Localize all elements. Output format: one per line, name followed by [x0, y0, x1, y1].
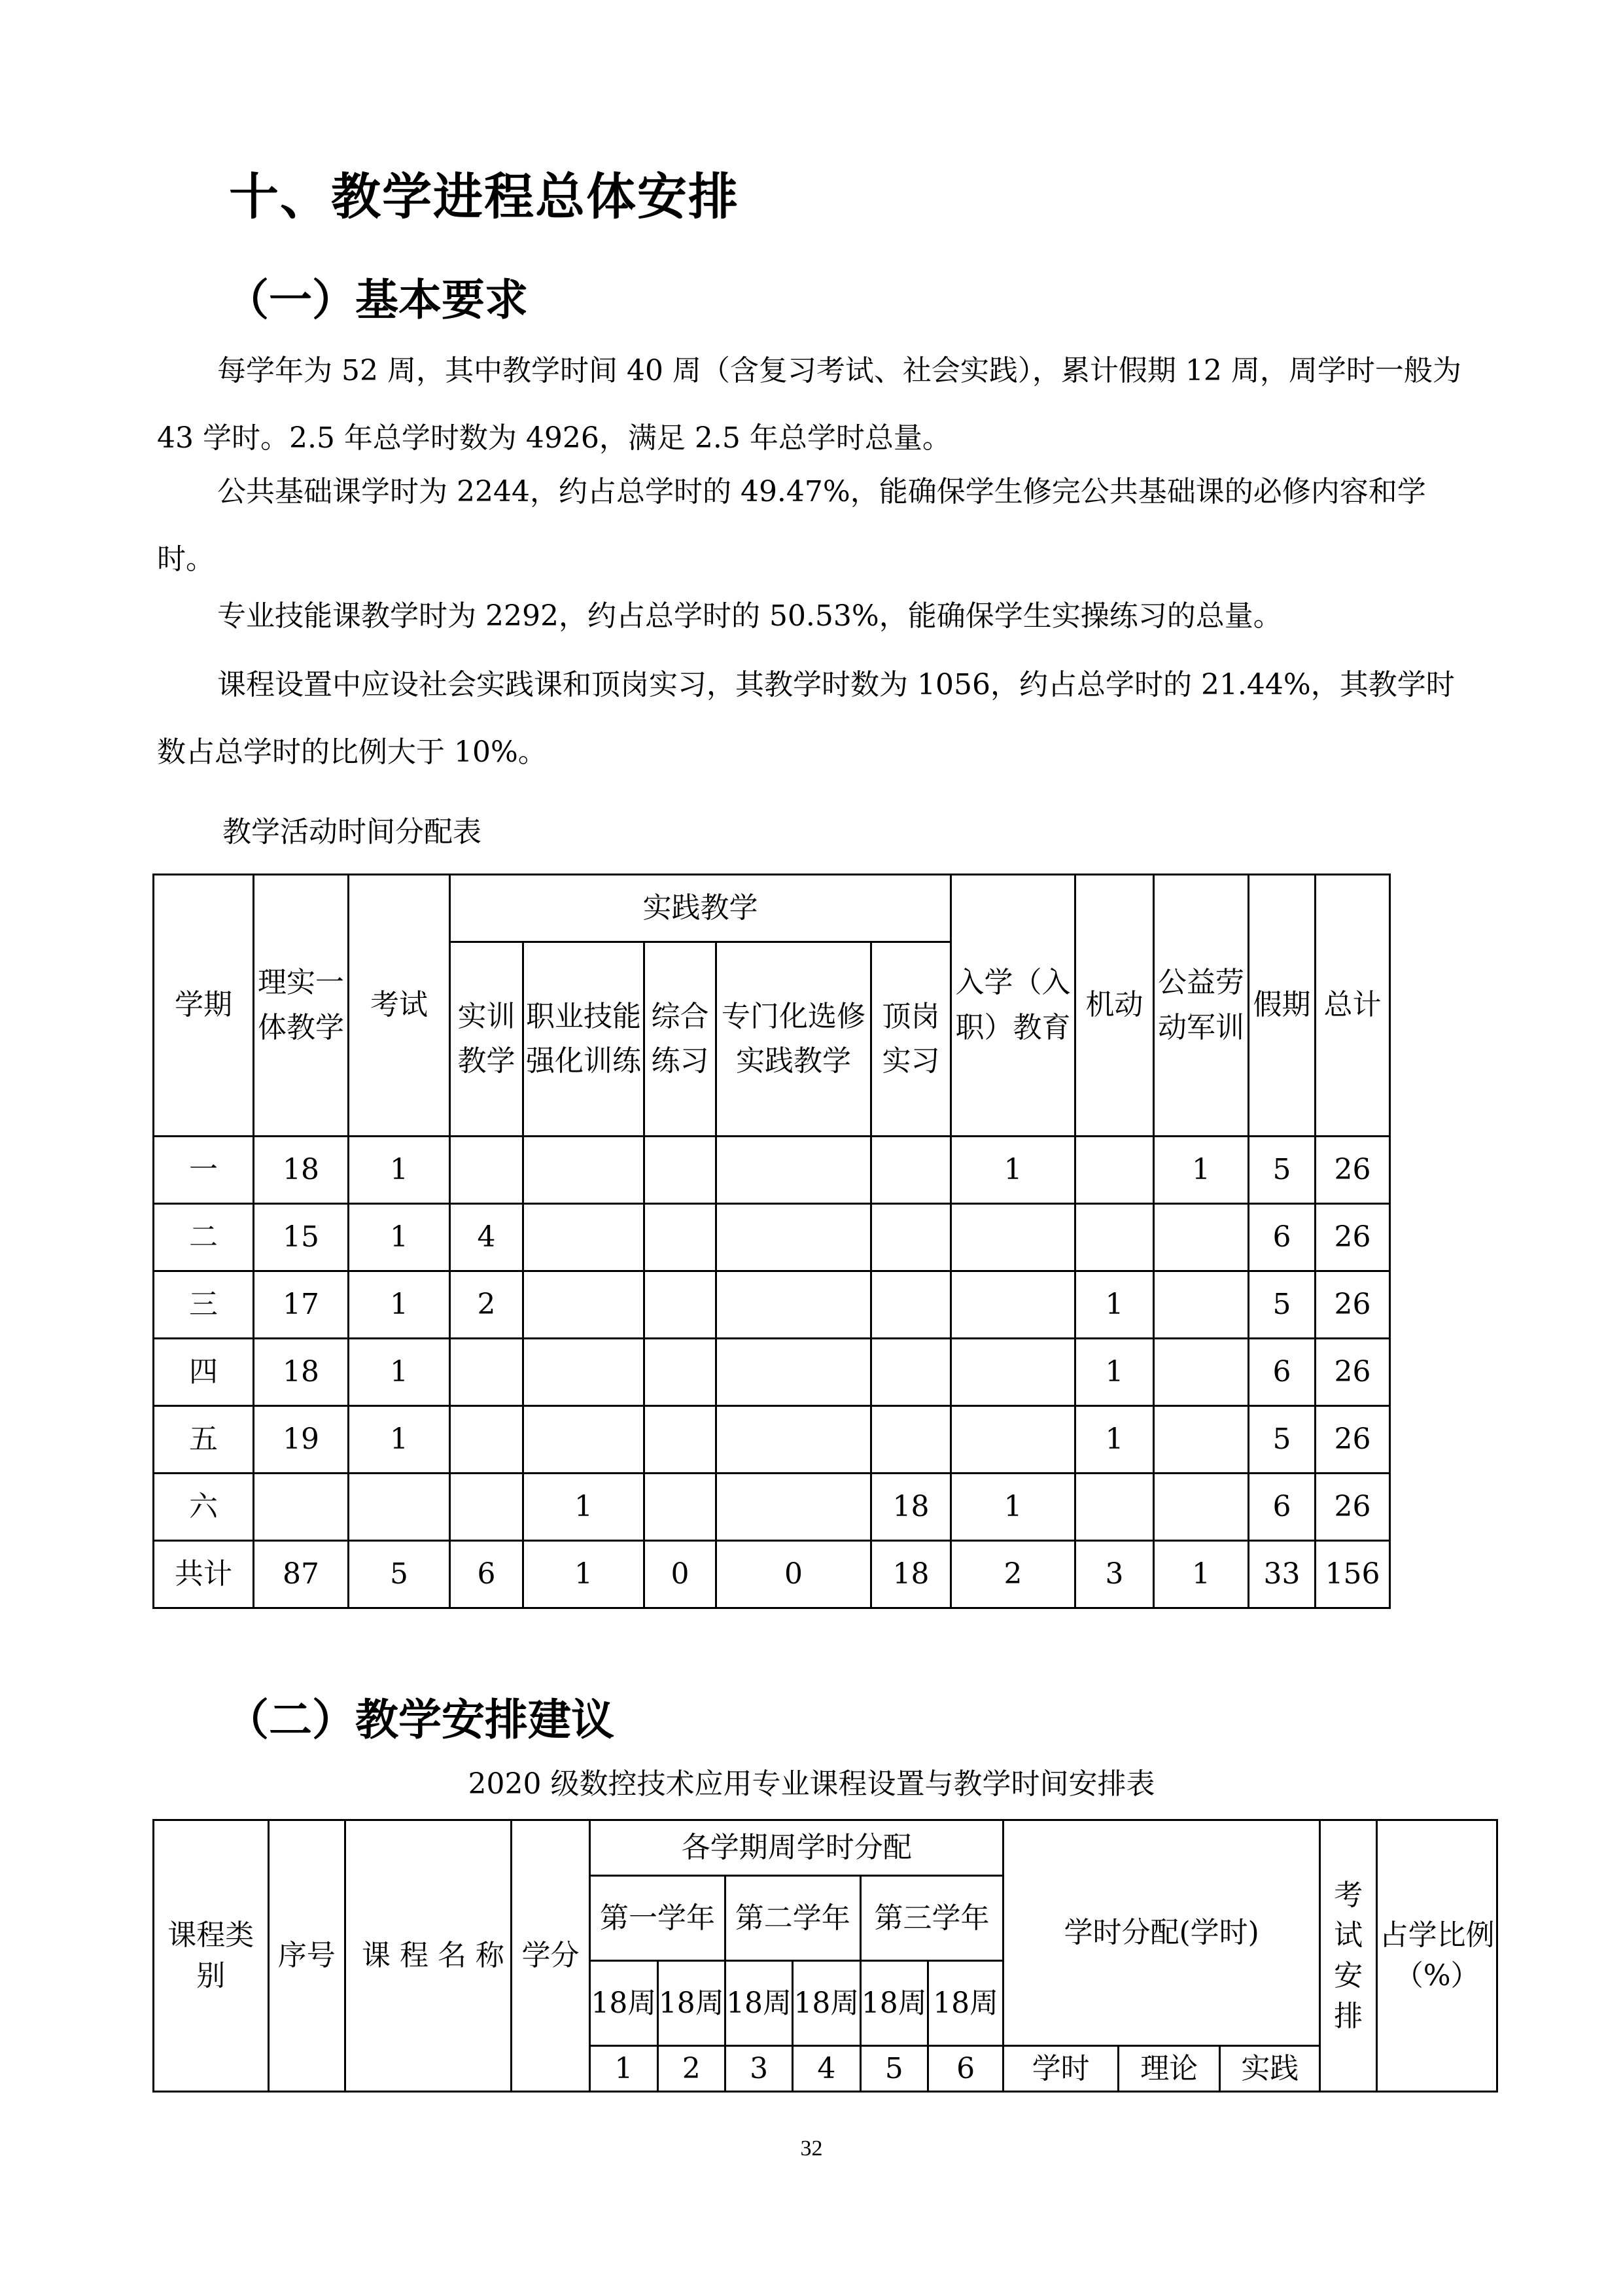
cell [450, 1137, 523, 1204]
table-caption: 2020 级数控技术应用专业课程设置与教学时间安排表 [468, 1767, 1155, 1801]
cell: 1 [951, 1137, 1075, 1204]
paragraph: 课程设置中应设社会实践课和顶岗实习，其教学时数为 1056，约占总学时的 21.44%，其教学时数占总学时的比例大于 10%。 [157, 668, 1455, 769]
cell: 26 [1316, 1474, 1390, 1541]
cell: 6 [1249, 1339, 1316, 1406]
table-row-total [154, 1541, 1390, 1608]
cell [716, 1137, 871, 1204]
cell: 18 [871, 1541, 951, 1608]
cell: 1 [523, 1474, 644, 1541]
table-row [154, 1406, 1390, 1474]
cell: 1 [1075, 1271, 1154, 1339]
cell [871, 1271, 951, 1339]
cell: 一 [154, 1137, 254, 1204]
cell [716, 1406, 871, 1474]
cell: 二 [154, 1204, 254, 1271]
cell [1075, 1474, 1154, 1541]
cell [523, 1271, 644, 1339]
time-allocation-table [152, 874, 1391, 1609]
cell [644, 1406, 716, 1474]
cell [1075, 1137, 1154, 1204]
cell: 5 [1249, 1137, 1316, 1204]
cell: 五 [154, 1406, 254, 1474]
section-title-basic-requirements: （一）基本要求 [226, 275, 528, 325]
cell [716, 1271, 871, 1339]
header-hours-group: 学时分配(学时) [1003, 1820, 1320, 2046]
cell: 5 [1249, 1271, 1316, 1339]
header-term-number: 6 [928, 2046, 1003, 2092]
cell [951, 1406, 1075, 1474]
header-term-number: 4 [793, 2046, 860, 2092]
paragraph: 专业技能课教学时为 2292，约占总学时的 50.53%，能确保学生实操练习的总量。 [217, 599, 1282, 633]
cell [951, 1339, 1075, 1406]
header-training: 实训教学 [450, 942, 523, 1137]
header-weeks: 18周 [725, 1961, 792, 2046]
cell [450, 1406, 523, 1474]
header-exam: 考试 [349, 875, 450, 1137]
cell: 2 [951, 1541, 1075, 1608]
header-flexible: 机动 [1075, 875, 1154, 1137]
header-weekly-group: 各学期周学时分配 [590, 1820, 1003, 1876]
cell: 18 [254, 1137, 349, 1204]
cell: 1 [1154, 1541, 1249, 1608]
cell: 33 [1249, 1541, 1316, 1608]
cell: 87 [254, 1541, 349, 1608]
cell [1154, 1474, 1249, 1541]
header-weeks: 18周 [860, 1961, 928, 2046]
cell [644, 1137, 716, 1204]
cell: 0 [716, 1541, 871, 1608]
header-weeks: 18周 [793, 1961, 860, 2046]
table-caption: 教学活动时间分配表 [222, 815, 481, 849]
header-year3: 第三学年 [860, 1876, 1003, 1961]
cell: 6 [1249, 1474, 1316, 1541]
cell: 18 [254, 1339, 349, 1406]
cell: 6 [450, 1541, 523, 1608]
cell [716, 1339, 871, 1406]
cell [716, 1474, 871, 1541]
header-practice-group: 实践教学 [450, 875, 951, 942]
section-title-teaching-arrangement: （二）教学安排建议 [226, 1695, 614, 1745]
cell [523, 1204, 644, 1271]
header-year2: 第二学年 [725, 1876, 860, 1961]
cell: 26 [1316, 1271, 1390, 1339]
cell [523, 1406, 644, 1474]
cell [951, 1204, 1075, 1271]
cell: 5 [349, 1541, 450, 1608]
cell: 26 [1316, 1204, 1390, 1271]
cell [716, 1204, 871, 1271]
cell: 18 [871, 1474, 951, 1541]
cell [871, 1406, 951, 1474]
page-number: 32 [800, 2136, 823, 2161]
header-term: 学期 [154, 875, 254, 1137]
header-theory: 理论 [1118, 2046, 1220, 2092]
table-row [154, 1204, 1390, 1271]
cell: 26 [1316, 1406, 1390, 1474]
header-practice: 实践 [1220, 2046, 1320, 2092]
cell: 26 [1316, 1137, 1390, 1204]
cell: 1 [1154, 1137, 1249, 1204]
header-category: 课程类别 [154, 1820, 269, 2092]
header-year1: 第一学年 [590, 1876, 725, 1961]
header-seq: 序号 [268, 1820, 345, 2092]
header-term-number: 1 [590, 2046, 657, 2092]
header-exam: 考试安排 [1319, 1820, 1376, 2092]
cell [523, 1339, 644, 1406]
page-heading: 十、教学进程总体安排 [229, 168, 739, 226]
header-weeks: 18周 [657, 1961, 725, 2046]
cell [450, 1474, 523, 1541]
cell: 15 [254, 1204, 349, 1271]
cell [871, 1137, 951, 1204]
header-vocational: 职业技能强化训练 [523, 942, 644, 1137]
header-weeks: 18周 [590, 1961, 657, 2046]
header-welfare: 公益劳动军训 [1154, 875, 1249, 1137]
cell [644, 1474, 716, 1541]
cell: 共计 [154, 1541, 254, 1608]
table-row [154, 1474, 1390, 1541]
cell [1154, 1204, 1249, 1271]
cell [1154, 1339, 1249, 1406]
header-total: 总计 [1316, 875, 1390, 1137]
cell: 4 [450, 1204, 523, 1271]
header-ratio: 占学比例（%） [1377, 1820, 1497, 2092]
cell: 1 [349, 1339, 450, 1406]
cell: 四 [154, 1339, 254, 1406]
table-row [154, 1339, 1390, 1406]
cell: 26 [1316, 1339, 1390, 1406]
cell [254, 1474, 349, 1541]
cell [644, 1204, 716, 1271]
header-comprehensive: 综合练习 [644, 942, 716, 1137]
cell: 1 [349, 1271, 450, 1339]
cell: 19 [254, 1406, 349, 1474]
header-weeks: 18周 [928, 1961, 1003, 2046]
header-credit: 学分 [511, 1820, 589, 2092]
header-term-number: 5 [860, 2046, 928, 2092]
cell [1154, 1406, 1249, 1474]
cell [644, 1339, 716, 1406]
header-holiday: 假期 [1249, 875, 1316, 1137]
header-term-number: 2 [657, 2046, 725, 2092]
cell: 1 [1075, 1406, 1154, 1474]
cell: 1 [349, 1204, 450, 1271]
header-internship: 顶岗实习 [871, 942, 951, 1137]
header-hours: 学时 [1003, 2046, 1119, 2092]
cell [523, 1137, 644, 1204]
course-schedule-table [152, 1819, 1498, 2093]
table-row [154, 1137, 1390, 1204]
header-specialized: 专门化选修实践教学 [716, 942, 871, 1137]
cell [450, 1339, 523, 1406]
cell [871, 1339, 951, 1406]
header-term-number: 3 [725, 2046, 792, 2092]
cell: 1 [349, 1137, 450, 1204]
table-row [154, 1271, 1390, 1339]
cell: 5 [1249, 1406, 1316, 1474]
header-integrated: 理实一体教学 [254, 875, 349, 1137]
cell: 17 [254, 1271, 349, 1339]
cell: 156 [1316, 1541, 1390, 1608]
cell [871, 1204, 951, 1271]
cell: 1 [349, 1406, 450, 1474]
cell: 3 [1075, 1541, 1154, 1608]
paragraph: 每学年为 52 周，其中教学时间 40 周（含复习考试、社会实践），累计假期 12 周，周学时一般为 43 学时。2.5 年总学时数为 4926，满足 2.5 年总学时总量。 [157, 354, 1461, 455]
cell: 1 [951, 1474, 1075, 1541]
cell: 1 [1075, 1339, 1154, 1406]
cell [349, 1474, 450, 1541]
cell [1154, 1271, 1249, 1339]
cell [1075, 1204, 1154, 1271]
cell: 三 [154, 1271, 254, 1339]
cell: 1 [523, 1541, 644, 1608]
cell: 六 [154, 1474, 254, 1541]
paragraph: 公共基础课学时为 2244，约占总学时的 49.47%，能确保学生修完公共基础课的必修内容和学时。 [157, 475, 1426, 576]
header-course-name: 课 程 名 称 [345, 1820, 511, 2092]
cell: 2 [450, 1271, 523, 1339]
cell: 0 [644, 1541, 716, 1608]
cell: 6 [1249, 1204, 1316, 1271]
cell [644, 1271, 716, 1339]
header-enrollment: 入学（入职）教育 [951, 875, 1075, 1137]
cell [951, 1271, 1075, 1339]
